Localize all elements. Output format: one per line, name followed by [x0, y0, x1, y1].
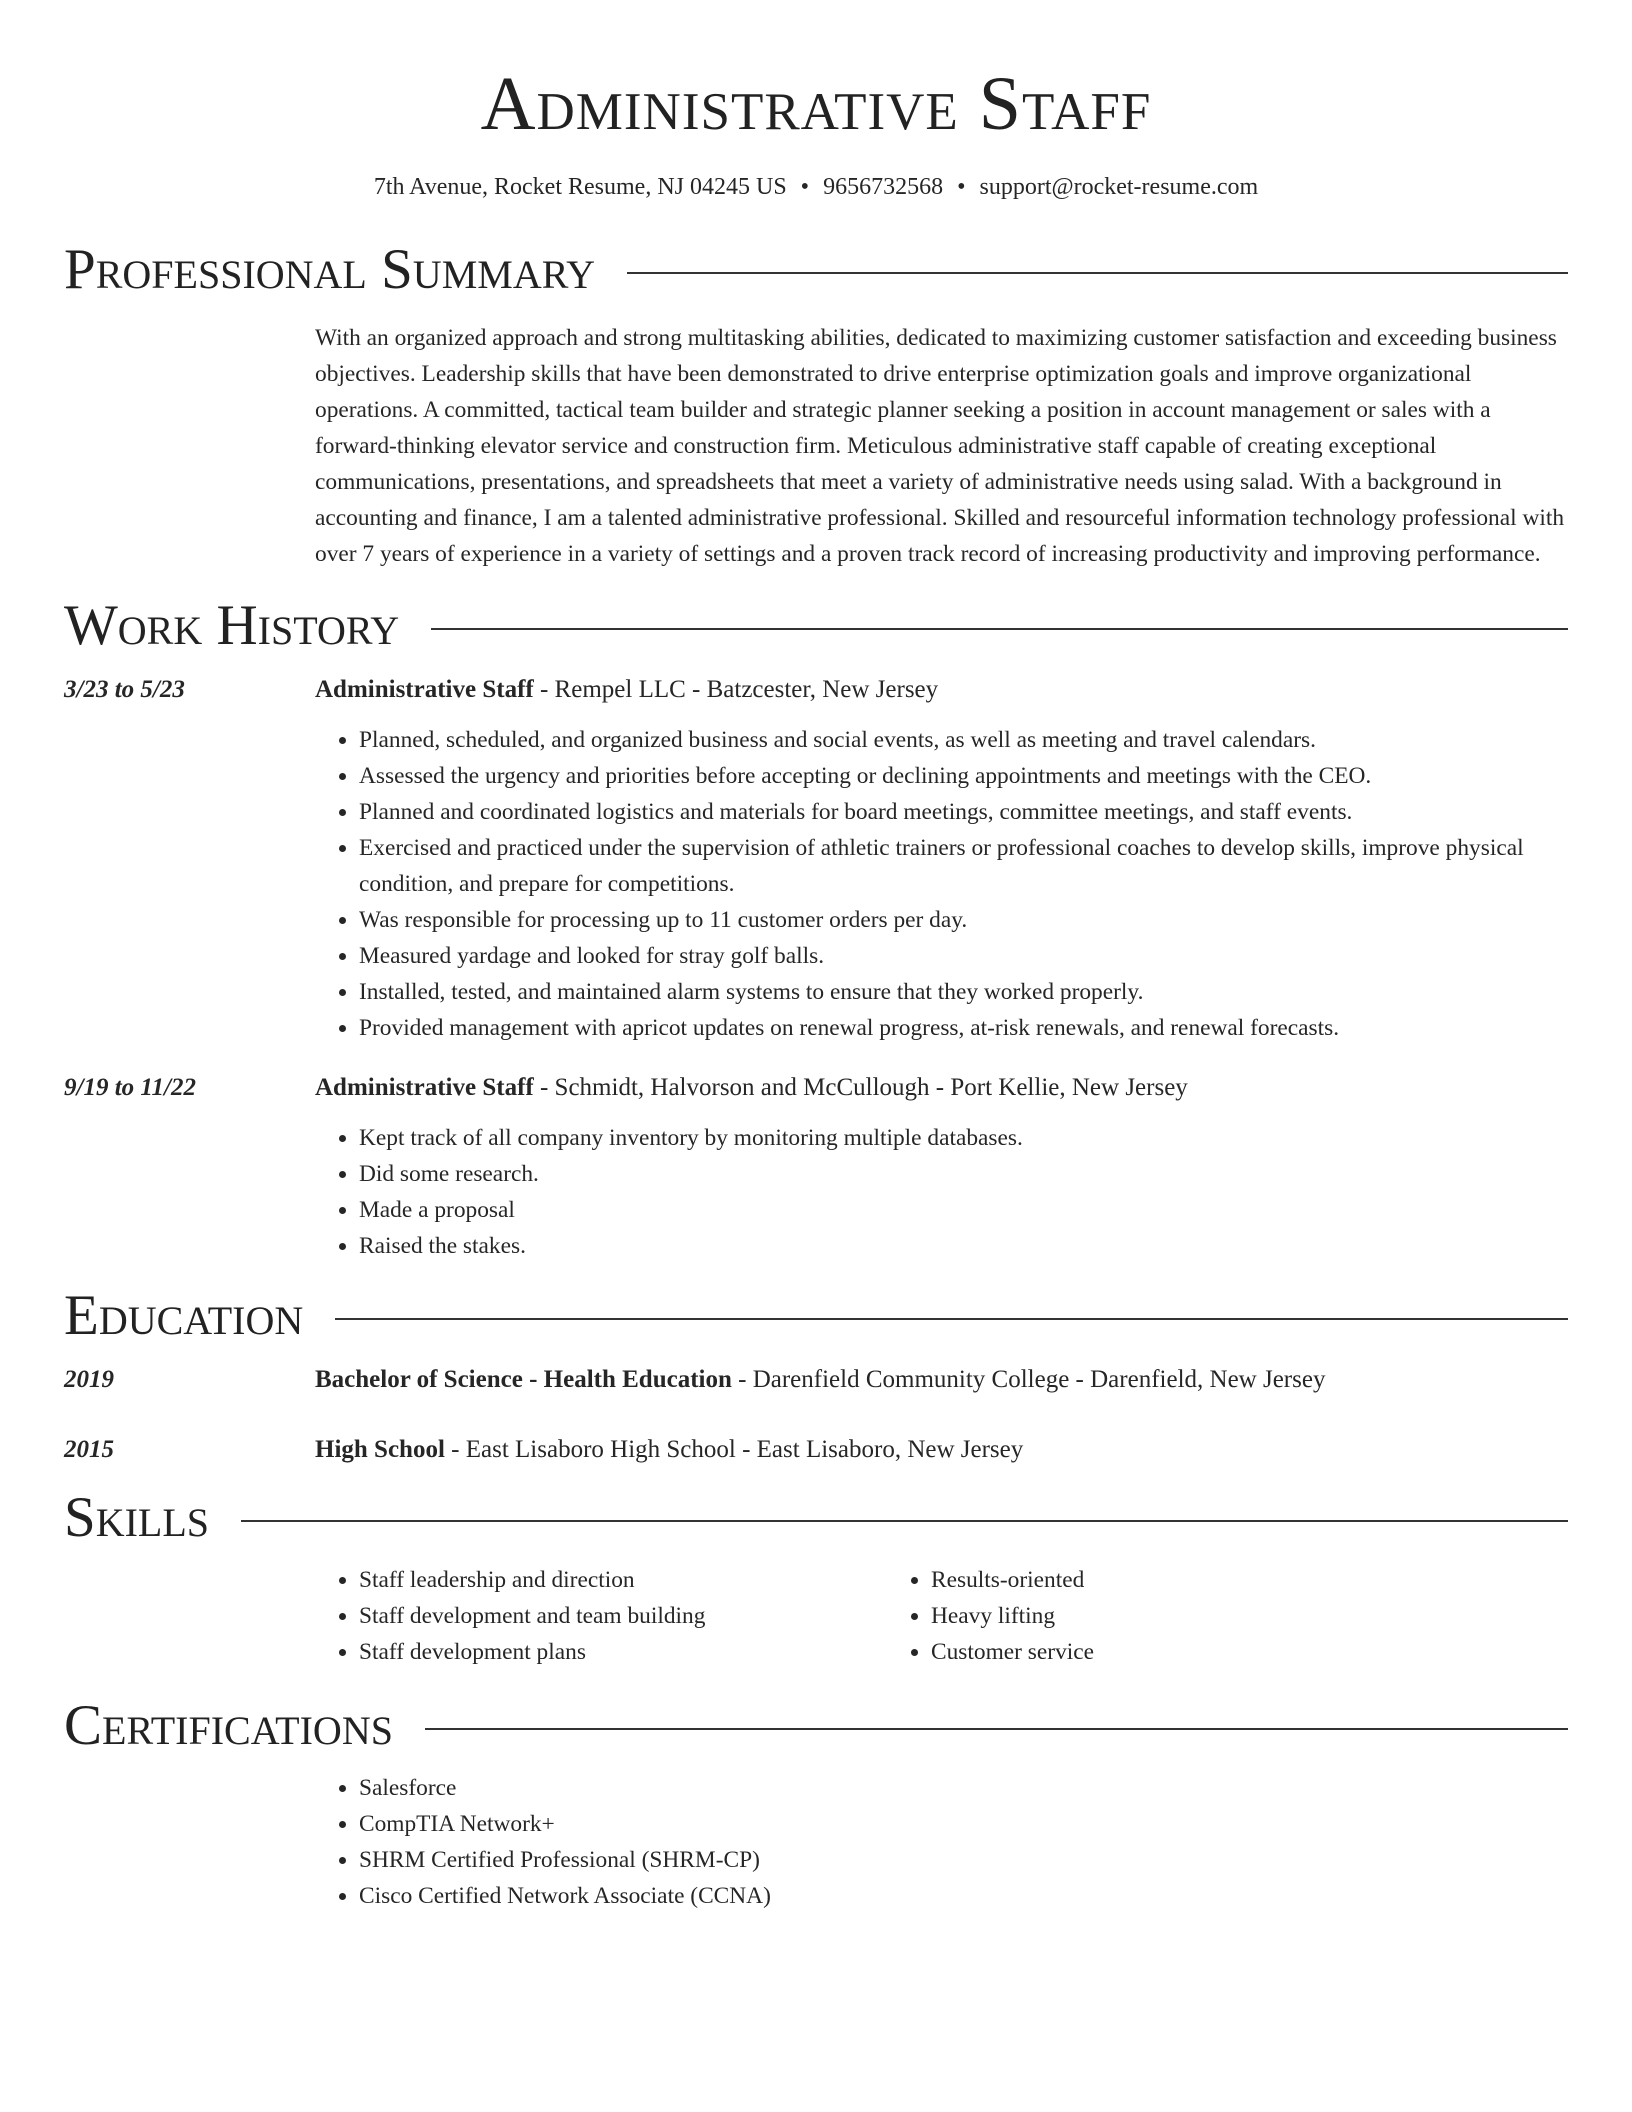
section-title-work: Work History [64, 594, 400, 657]
section-divider [431, 628, 1568, 630]
job-bullets [315, 1120, 1568, 1264]
skills-list-left [315, 1562, 887, 1670]
job-dates: 9/19 to 11/22 [64, 1074, 196, 1101]
education-degree: Bachelor of Science - Health Education [315, 1366, 732, 1393]
section-divider [241, 1520, 1568, 1522]
section-title-education: Education [64, 1284, 304, 1347]
list-item: • Made a proposal [359, 1192, 1568, 1228]
summary-block [64, 320, 1568, 572]
section-header-work [64, 596, 1568, 656]
contact-separator: • [957, 174, 966, 200]
list-item: • Kept track of all company inventory by monitoring multiple databases. [359, 1120, 1568, 1156]
job-bullets [315, 722, 1568, 1046]
section-divider [627, 272, 1568, 274]
job-role: Administrative Staff [315, 1074, 534, 1101]
skills-list-right [887, 1562, 1459, 1670]
education-degree: High School [315, 1436, 445, 1463]
certifications-block [64, 1756, 1568, 1914]
section-header-skills [64, 1488, 1568, 1548]
job-body [315, 672, 1568, 1046]
list-item: • Raised the stakes. [359, 1228, 1568, 1264]
list-item: • Installed, tested, and maintained alarm systems to ensure that they worked properly. [359, 974, 1568, 1010]
contact-phone: 9656732568 [823, 174, 944, 200]
section-title-summary: Professional Summary [64, 238, 596, 301]
list-item: • Was responsible for processing up to 11 customer orders per day. [359, 902, 1568, 938]
summary-spacer [64, 320, 315, 572]
job-role: Administrative Staff [315, 676, 534, 703]
list-item: • Salesforce [359, 1770, 1568, 1806]
certifications-list [315, 1770, 1568, 1914]
education-body [315, 1362, 1568, 1398]
list-item: • Planned and coordinated logistics and materials for board meetings, committee meetings, and staff events. [359, 794, 1568, 830]
list-item: • Assessed the urgency and priorities before accepting or declining appointments and meetings with the CEO. [359, 758, 1568, 794]
list-item: • Results-oriented [931, 1562, 1459, 1598]
job-details: - Rempel LLC - Batzcester, New Jersey [533, 676, 939, 703]
list-item: • Provided management with apricot updates on renewal progress, at-risk renewals, and renewal forecasts. [359, 1010, 1568, 1046]
section-divider [425, 1728, 1568, 1730]
contact-address: 7th Avenue, Rocket Resume, NJ 04245 US [373, 174, 787, 200]
job-body [315, 1070, 1568, 1264]
education-year: 2019 [64, 1366, 114, 1393]
section-header-education [64, 1286, 1568, 1346]
section-header-certifications [64, 1696, 1568, 1756]
job-entry [64, 672, 1568, 1046]
list-item: • Staff development and team building [359, 1598, 887, 1634]
list-item: • CompTIA Network+ [359, 1806, 1568, 1842]
list-item: • Planned, scheduled, and organized business and social events, as well as meeting and travel calendars. [359, 722, 1568, 758]
section-header-summary [64, 240, 1568, 300]
contact-email: support@rocket-resume.com [979, 174, 1259, 200]
certifications-spacer [64, 1756, 315, 1914]
list-item: • Exercised and practiced under the supervision of athletic trainers or professional coaches to develop skills, improve physical condition, and prepare for competitions. [359, 830, 1568, 902]
skills-block [64, 1548, 1568, 1670]
contact-line [64, 172, 1568, 202]
job-title-line [315, 672, 1568, 708]
job-details: - Schmidt, Halvorson and McCullough - Port Kellie, New Jersey [533, 1074, 1188, 1101]
job-title-line [315, 1070, 1568, 1106]
job-dates: 3/23 to 5/23 [64, 676, 185, 703]
section-title-certifications: Certifications [64, 1694, 393, 1757]
list-item: • Staff leadership and direction [359, 1562, 887, 1598]
education-entry [64, 1362, 1568, 1398]
list-item: • SHRM Certified Professional (SHRM-CP) [359, 1842, 1568, 1878]
education-year: 2015 [64, 1436, 114, 1463]
candidate-name: Administrative Staff [480, 62, 1152, 146]
education-entry [64, 1432, 1568, 1468]
education-body [315, 1432, 1568, 1468]
list-item: • Heavy lifting [931, 1598, 1459, 1634]
education-details: - East Lisaboro High School - East Lisaboro, New Jersey [444, 1436, 1024, 1463]
summary-text: With an organized approach and strong multitasking abilities, dedicated to maximizing customer satisfaction and exceeding business objectives. Leadership skills that have been demonstrated to drive enterprise optimization goals and improve organizational operations. A committed, tactical team builder and strategic planner seeking a position in account management or sales with a forward-thinking elevator service and construction firm. Meticulous administrative staff capable of creating exceptional communications, presentations, and spreadsheets that meet a variety of administrative needs using salad. With a background in accounting and finance, I am a talented administrative professional. Skilled and resourceful information technology professional with over 7 years of experience in a variety of settings and a proven track record of increasing productivity and improving performance. [315, 325, 1565, 567]
list-item: • Cisco Certified Network Associate (CCNA) [359, 1878, 1568, 1914]
skills-columns [315, 1562, 1459, 1670]
list-item: • Customer service [931, 1634, 1459, 1670]
list-item: • Measured yardage and looked for stray golf balls. [359, 938, 1568, 974]
job-entry [64, 1070, 1568, 1264]
section-divider [335, 1318, 1568, 1320]
skills-spacer [64, 1548, 315, 1670]
contact-separator: • [800, 174, 810, 200]
section-title-skills: Skills [64, 1486, 210, 1549]
list-item: • Staff development plans [359, 1634, 887, 1670]
certifications-body [315, 1756, 1568, 1914]
list-item: • Did some research. [359, 1156, 1568, 1192]
education-details: - Darenfield Community College - Darenfield, New Jersey [731, 1366, 1326, 1393]
